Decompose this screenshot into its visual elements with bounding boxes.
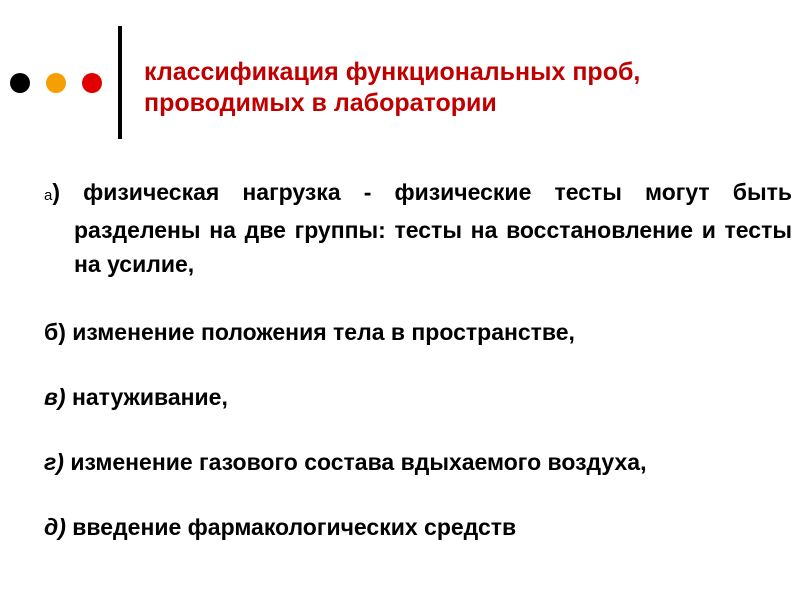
list-item-a-marker: а [44,187,53,204]
list-item-d [44,514,792,541]
list-item-d-marker: д) [44,514,66,540]
list-item-g-text: изменение газового состава вдыхаемого воздуха, [63,449,647,475]
list-item-v-marker: в) [44,384,66,410]
slide-title-line-1: классификация функциональных проб, [144,58,641,86]
list-item-a [44,175,792,281]
slide-title-line-2: проводимых в лаборатории [144,89,497,117]
list-item-b [44,319,792,346]
list-item-a-paren: ) [52,179,61,205]
list-item-d-text: введение фармакологических средств [65,514,517,540]
slide-title [144,57,784,119]
list-item-a-text: физическая нагрузка - физические тесты могут быть разделены на две группы: тесты на восстановление и тесты на усилие, [60,179,792,277]
list-item-b-text: изменение положения тела в пространстве, [65,319,575,345]
black-dot-icon [10,73,30,93]
list-item-v-text: натуживание, [65,384,228,410]
orange-dot-icon [46,73,66,93]
list-item-g [44,449,792,476]
list-item-v [44,384,792,411]
red-dot-icon [82,73,102,93]
classification-list [44,175,792,541]
decorative-dots [10,73,102,93]
title-divider [118,26,122,139]
list-item-g-marker: г) [44,449,64,475]
list-item-b-marker: б) [44,319,66,345]
